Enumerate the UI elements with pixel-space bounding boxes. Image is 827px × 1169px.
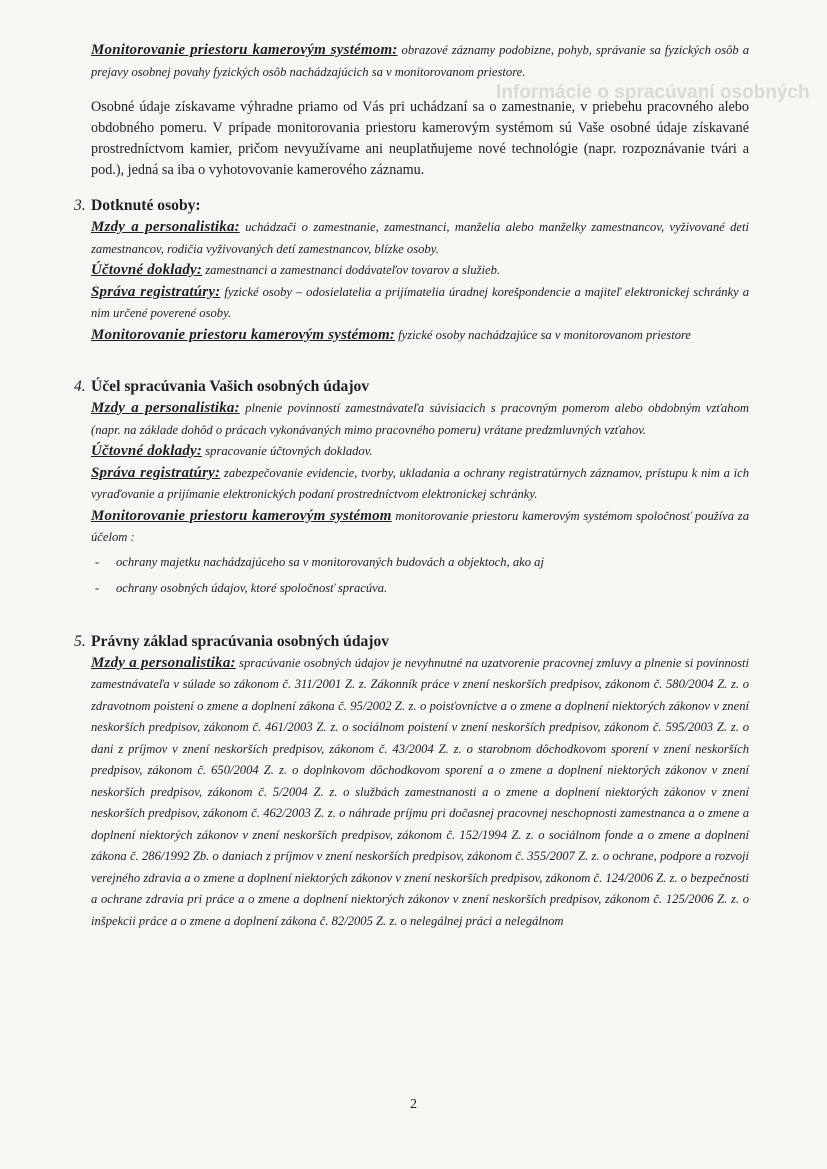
section-3-entry-uctovne bbox=[91, 260, 749, 282]
entry-label: Mzdy a personalistika: bbox=[91, 219, 240, 235]
entry-text: zamestnanci a zamestnanci dodávateľov tovarov a služieb. bbox=[202, 263, 501, 277]
section-4-entry-registratura bbox=[91, 463, 749, 506]
section-3-heading bbox=[74, 195, 749, 217]
section-4-entry-kamery bbox=[91, 506, 749, 549]
document-page bbox=[74, 40, 750, 932]
section-4-entry-mzdy bbox=[91, 398, 749, 441]
entry-label: Mzdy a personalistika: bbox=[91, 654, 236, 671]
list-item: - ochrany osobných údajov, ktoré spoločnosť spracúva. bbox=[105, 575, 749, 601]
entry-label: Správa registratúry: bbox=[91, 283, 221, 300]
sourcing-paragraph: Osobné údaje získavame výhradne priamo od Vás pri uchádzaní sa o zamestnanie, v priebehu pracovného alebo obdobného pomeru. V prípade monitorovania priestoru kamerovým systémom sú Vaše osobné údaje získavané prostredníctvom kamier, pričom nevyužívame ani neuplatňujeme nové technológie (napr. rozpoznávanie tvári a pod.), jedná sa iba o vyhotovovanie kamerového záznamu. bbox=[91, 99, 749, 178]
entry-text: plnenie povinností zamestnávateľa súvisiacich s pracovným pomerom alebo obdobným vzťahom (napr. na základe dohôd o prácach vykonávaných mimo pracovného pomeru) vrátane predzmluvných vzťahov. bbox=[91, 401, 749, 437]
entry-text: spracúvanie osobných údajov je nevyhnutné na uzatvorenie pracovnej zmluvy a plnenie si povinnosti zamestnávateľa v súlade so zákonom č. 311/2001 Z. z. Zákonník práce v znení neskorších predpisov, zákonom č. 580/2004 Z. z. o zdravotnom poistení o zmene a doplnení zákona č. 95/2002 Z. z. o poisťovníctve a o zmene a doplnení niektorých zákonov v znení neskorších predpisov, zákonom č. 461/2003 Z. z. o sociálnom poistení v znení neskorších predpisov, zákonom č. 595/2003 Z. z. o dani z príjmov v znení neskorších predpisov, zákonom č. 43/2004 Z. z. o starobnom dôchodkovom sporení v znení neskorších predpisov, zákonom č. 650/2004 Z. z. o doplnkovom dôchodkovom sporení a o zmene a doplnení niektorých zákonov v znení neskorších predpisov, zákonom č. 5/2004 Z. z. o službách zamestnanosti a o zmene a doplnení niektorých zákonov v znení neskorších predpisov, zákonom č. 462/2003 Z. z. o náhrade príjmu pri dočasnej pracovnej neschopnosti zamestnanca a o zmene a doplnení niektorých zákonov v znení neskorších predpisov, zákonom č. 152/1994 Z. z. o sociálnom fonde a o zmene a doplnení zákona č. 286/1992 Zb. o daniach z príjmov v znení neskorších predpisov, zákonom č. 355/2007 Z. z. o ochrane, podpore a rozvoji verejného zdravia a o zmene a doplnení niektorých zákonov v znení neskorších predpisov, zákonom č. 124/2006 Z. z. o bezpečnosti a ochrane zdravia pri práce a o zmene a doplnení niektorých zákonov v znení neskorších predpisov, zákonom č. 125/2006 Z. z. o inšpekcii práce a o zmene a doplnení zákona č. 82/2005 Z. z. o nelegálnej práci a nelegálnom bbox=[91, 655, 749, 928]
section-5-entry-mzdy bbox=[91, 653, 749, 933]
section-4-number: 4. bbox=[74, 378, 86, 395]
section-3-title: Dotknuté osoby: bbox=[91, 197, 201, 214]
section-4-entry-uctovne bbox=[91, 441, 749, 463]
section-3-entry-mzdy bbox=[91, 217, 749, 260]
entry-label: Monitorovanie priestoru kamerovým systémom: bbox=[91, 326, 396, 343]
section-5-heading bbox=[74, 631, 749, 653]
section-3-entry-registratura bbox=[91, 282, 749, 325]
list-item: - ochrany majetku nachádzajúceho sa v monitorovaných budovách a objektoch, ako aj bbox=[105, 549, 749, 575]
entry-text: fyzické osoby – odosielatelia a prijímatelia úradnej korešpondencie a majiteľ elektronickej schránky a nim určené poverené osoby. bbox=[91, 284, 750, 320]
section-5-number: 5. bbox=[74, 632, 86, 650]
section-3-entry-kamery bbox=[91, 325, 749, 347]
entry-label: Účtovné doklady: bbox=[91, 443, 203, 459]
entry-label: Účtovné doklady: bbox=[91, 262, 203, 278]
purpose-list bbox=[91, 549, 749, 601]
intro-entry bbox=[91, 40, 749, 83]
entry-text: spracovanie účtovných dokladov. bbox=[202, 444, 373, 458]
entry-text: monitorovanie priestoru kamerovým systémom spoločnosť používa za účelom : bbox=[91, 508, 749, 544]
section-5-title: Právny základ spracúvania osobných údajov bbox=[91, 632, 390, 650]
entry-label: Správa registratúry: bbox=[91, 464, 221, 481]
entry-text: fyzické osoby nachádzajúce sa v monitorovanom priestore bbox=[395, 327, 692, 342]
page-number: 2 bbox=[410, 1097, 417, 1112]
section-4-heading bbox=[74, 376, 749, 398]
intro-text: obrazové záznamy podobizne, pohyb, správanie sa fyzických osôb a prejavy osobnej povahy fyzických osôb nachádzajúcich sa v monitorovanom priestore. bbox=[91, 43, 749, 79]
intro-label: Monitorovanie priestoru kamerovým systémom: bbox=[91, 42, 398, 58]
entry-text: uchádzači o zamestnanie, zamestnanci, manželia alebo manželky zamestnancov, vyživované deti zamestnancov, rodičia vyživovaných detí zamestnancov, blízke osoby. bbox=[91, 220, 749, 256]
section-4-title: Účel spracúvania Vašich osobných údajov bbox=[91, 378, 370, 395]
section-3-number: 3. bbox=[74, 197, 86, 214]
entry-label: Mzdy a personalistika: bbox=[91, 400, 240, 416]
entry-text: zabezpečovanie evidencie, tvorby, ukladania a ochrany registratúrnych záznamov, prístupu k nim a ich vyraďovanie a prijímanie elektronických podaní prostredníctvom elektronickej schránky. bbox=[91, 465, 749, 501]
bleed-through-heading: Informácie o spracúvaní osobných bbox=[496, 82, 810, 103]
entry-label: Monitorovanie priestoru kamerovým systémom bbox=[91, 507, 392, 524]
